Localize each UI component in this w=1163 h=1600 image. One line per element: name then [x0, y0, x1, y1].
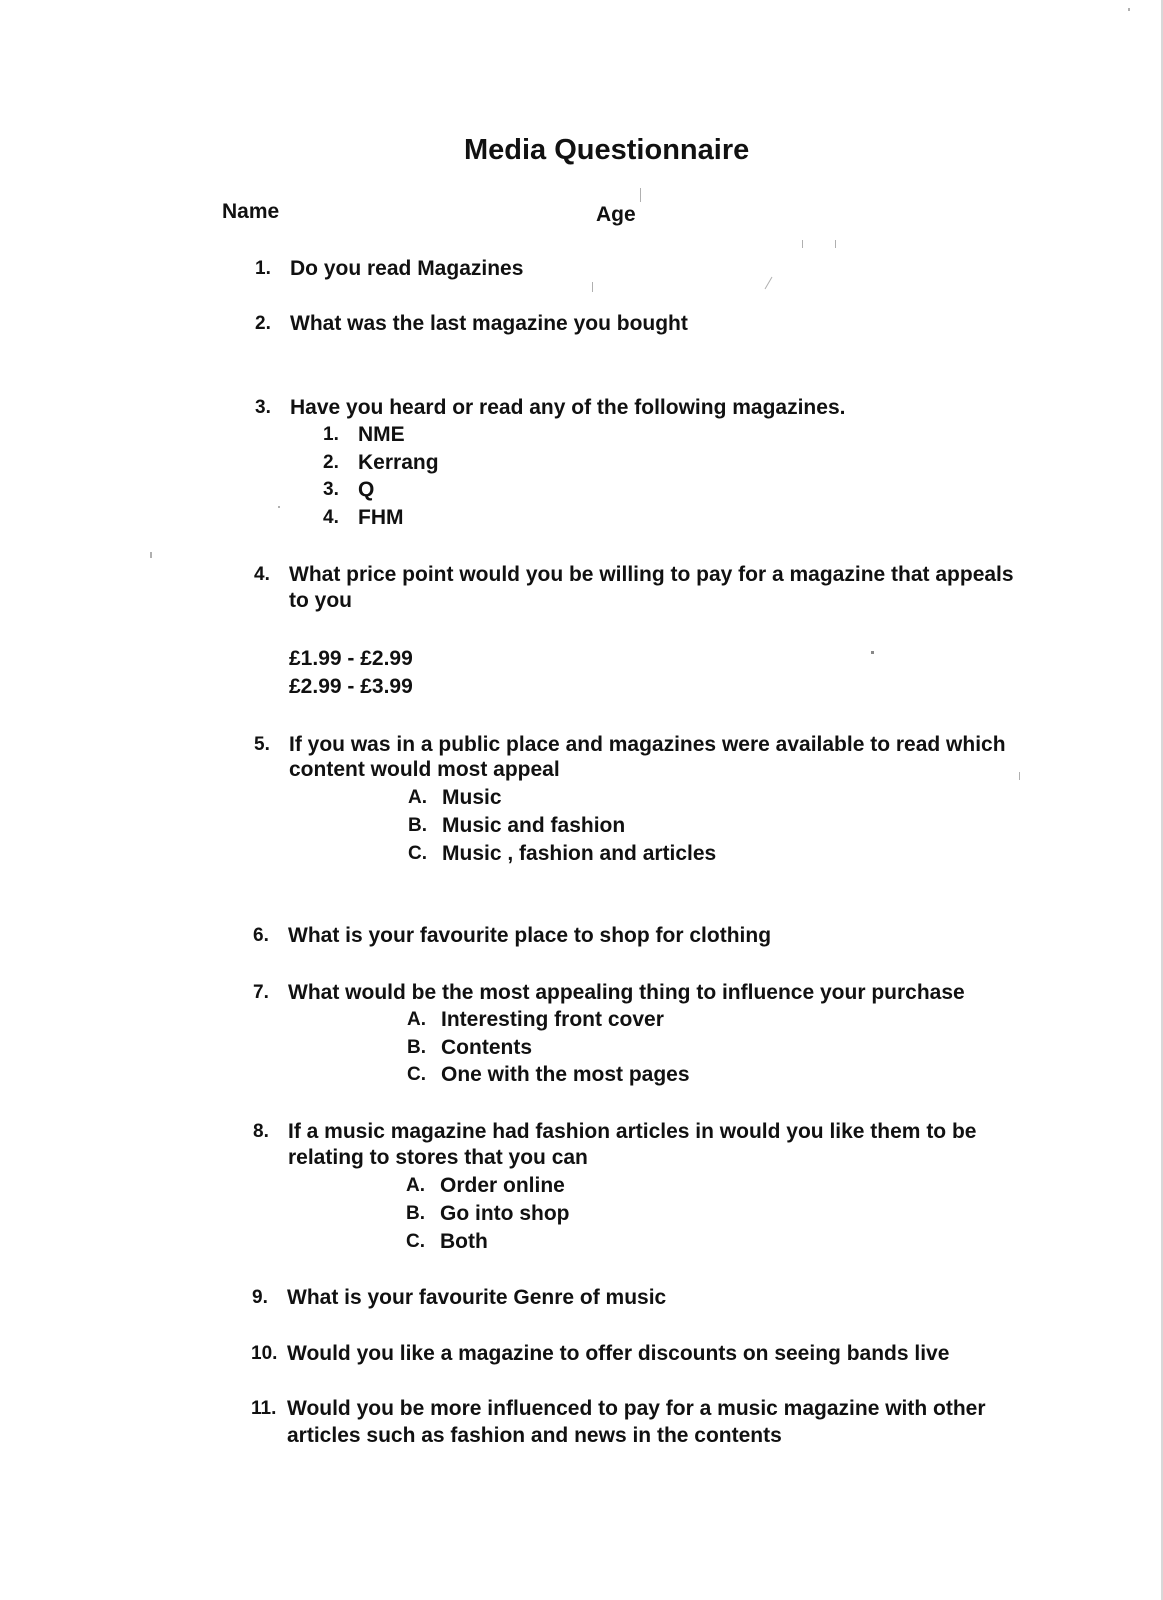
- question-text: Would you like a magazine to offer discounts on seeing bands live: [287, 1342, 950, 1365]
- question-text: What price point would you be willing to pay for a magazine that appeals: [289, 563, 1014, 586]
- question-text: content would most appeal: [289, 758, 560, 781]
- question-number: 9.: [252, 1287, 268, 1308]
- option-marker: B.: [408, 815, 427, 836]
- question-text: If a music magazine had fashion articles in would you like them to be: [288, 1120, 977, 1143]
- question-text: What was the last magazine you bought: [290, 312, 688, 335]
- page-title: Media Questionnaire: [464, 134, 750, 166]
- price-option: £2.99 - £3.99: [289, 675, 413, 698]
- age-label: Age: [596, 203, 636, 226]
- option-marker: A.: [407, 1009, 426, 1030]
- name-label: Name: [222, 200, 280, 223]
- question-text: Do you read Magazines: [290, 257, 524, 280]
- scan-speck: [1128, 8, 1130, 11]
- scan-speck: [592, 282, 593, 292]
- scan-speck: [765, 277, 773, 290]
- option-marker: C.: [406, 1231, 425, 1252]
- option-text: Go into shop: [440, 1202, 570, 1225]
- question-number: 3.: [255, 397, 271, 418]
- option-text: Order online: [440, 1174, 565, 1197]
- option-text: One with the most pages: [441, 1063, 690, 1086]
- question-number: 2.: [255, 313, 271, 334]
- scan-speck: [640, 188, 641, 202]
- question-number: 7.: [253, 982, 269, 1003]
- option-marker: A.: [408, 787, 427, 808]
- option-text: NME: [358, 423, 405, 446]
- scan-speck: [802, 240, 803, 248]
- question-number: 11.: [251, 1398, 277, 1419]
- question-text: to you: [289, 589, 352, 612]
- option-marker: B.: [407, 1037, 426, 1058]
- question-text: Have you heard or read any of the following magazines.: [290, 396, 846, 419]
- scan-speck: [150, 552, 152, 558]
- option-text: Both: [440, 1230, 488, 1253]
- question-text: If you was in a public place and magazines were available to read which: [289, 733, 1006, 756]
- option-text: Music: [442, 786, 502, 809]
- question-number: 10.: [251, 1343, 278, 1364]
- option-marker: 2.: [323, 452, 339, 473]
- option-marker: A.: [406, 1175, 425, 1196]
- option-text: FHM: [358, 506, 404, 529]
- option-marker: 4.: [323, 507, 339, 528]
- question-text: What is your favourite Genre of music: [287, 1286, 667, 1309]
- price-option: £1.99 - £2.99: [289, 647, 413, 670]
- question-number: 6.: [253, 925, 269, 946]
- question-text: What is your favourite place to shop for clothing: [288, 924, 772, 947]
- option-marker: 1.: [323, 424, 339, 445]
- question-text: relating to stores that you can: [288, 1146, 588, 1169]
- option-text: Music , fashion and articles: [442, 842, 717, 865]
- question-number: 4.: [254, 564, 270, 585]
- option-text: Q: [358, 478, 375, 501]
- question-number: 1.: [255, 258, 271, 279]
- option-text: Kerrang: [358, 451, 439, 474]
- option-marker: B.: [406, 1203, 425, 1224]
- scan-speck: [1019, 772, 1020, 780]
- option-text: Contents: [441, 1036, 532, 1059]
- option-text: Music and fashion: [442, 814, 626, 837]
- option-text: Interesting front cover: [441, 1008, 664, 1031]
- option-marker: C.: [408, 843, 427, 864]
- question-number: 5.: [254, 734, 270, 755]
- question-text: articles such as fashion and news in the contents: [287, 1424, 782, 1447]
- question-text: Would you be more influenced to pay for a music magazine with other: [287, 1397, 986, 1420]
- option-marker: 3.: [323, 479, 339, 500]
- scan-speck: [278, 506, 280, 508]
- question-text: What would be the most appealing thing to influence your purchase: [288, 981, 965, 1004]
- option-marker: C.: [407, 1064, 426, 1085]
- scan-speck: [871, 651, 874, 654]
- question-number: 8.: [253, 1121, 269, 1142]
- scan-speck: [835, 240, 836, 248]
